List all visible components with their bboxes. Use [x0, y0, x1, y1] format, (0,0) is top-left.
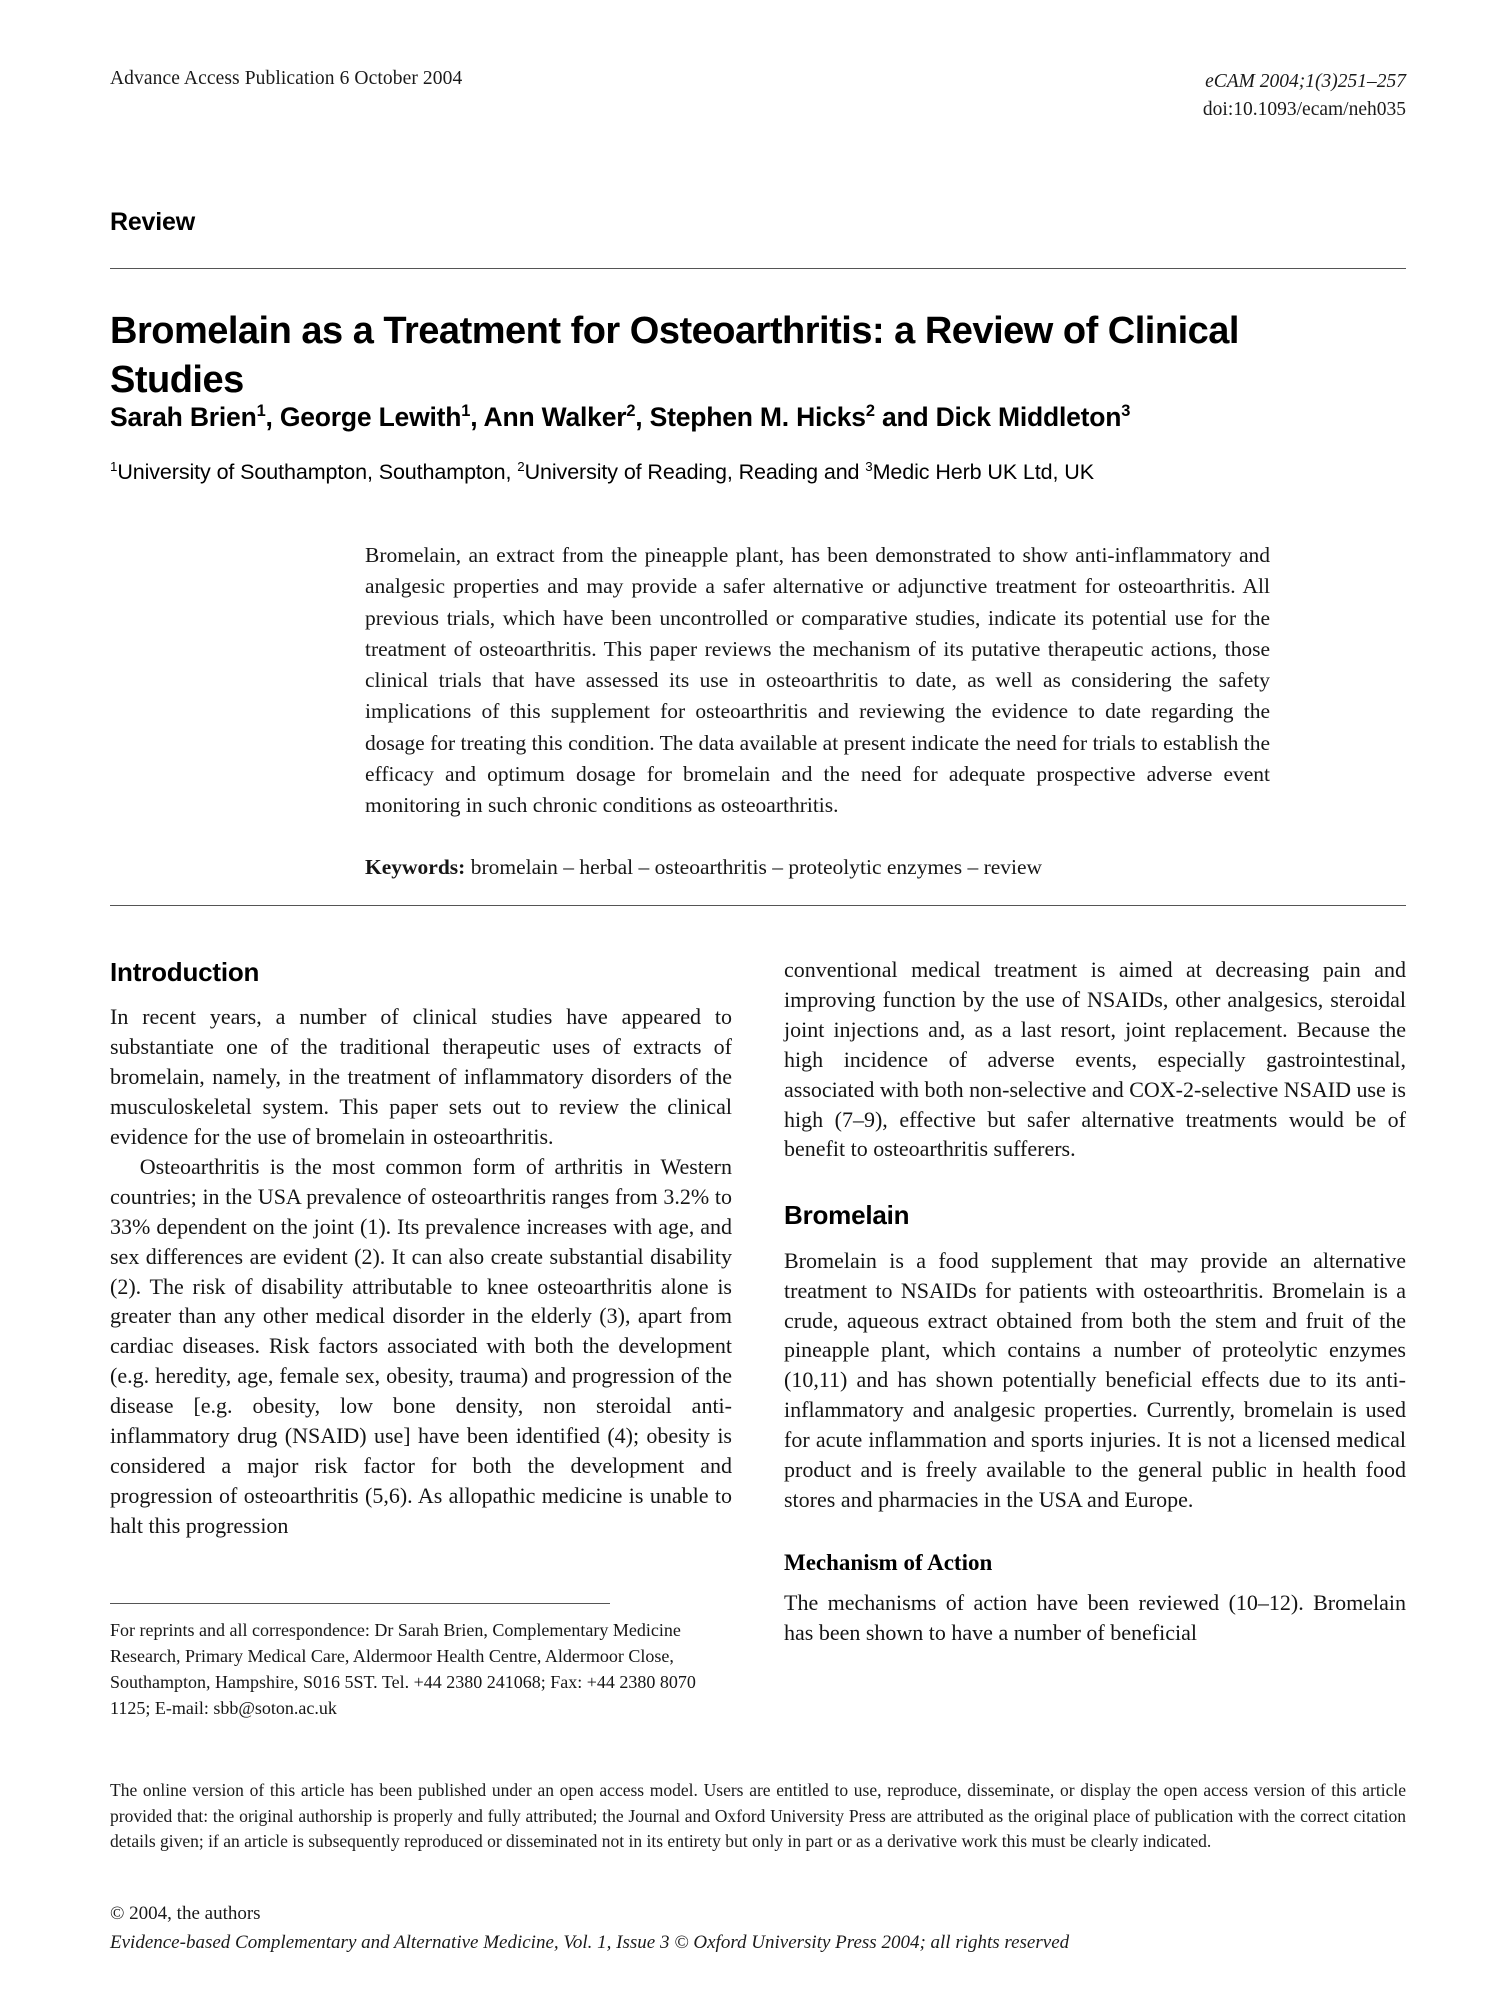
section-heading-bromelain: Bromelain	[784, 1200, 910, 1231]
advance-access-publication-date: Advance Access Publication 6 October 2004	[110, 68, 463, 89]
keywords-label: Keywords:	[365, 855, 466, 879]
page-content-area	[110, 0, 1406, 2004]
copyright-line: © 2004, the authors	[110, 1903, 261, 1924]
section-heading-introduction: Introduction	[110, 957, 260, 987]
page-title: Bromelain as a Treatment for Osteoarthritis: a Review of Clinical Studies	[110, 310, 1239, 402]
doi-text: doi:10.1093/ecam/neh035	[1202, 98, 1406, 120]
bromelain-paragraph: Bromelain is a food supplement that may provide an alternative treatment to NSAIDs for patients with osteoarthritis. Bromelain is a crude, aqueous extract obtained from both the stem and fruit of the pineapple plant, which contains a number of proteolytic enzymes (10,11) and has shown potentially beneficial effects due to its anti-inflammatory and analgesic properties. Currently, bromelain is used for acute inflammation and sports injuries. It is not a licensed medical product and is freely available to the general public in health food stores and pharmacies in the USA and Europe.	[784, 1247, 1406, 1512]
introduction-paragraph-continuation: conventional medical treatment is aimed at decreasing pain and improving function by the use of NSAIDs, other analgesics, steroidal joint injections and, as a last resort, joint replacement. Because the high incidence of adverse events, especially gastrointestinal, associated with both non-selective and COX-2-selective NSAID use is high (7–9), effective but safer alternative treatments would be of benefit to osteoarthritis sufferers.	[784, 957, 1406, 1162]
journal-citation: eCAM 2004;1(3)251–257	[1205, 71, 1406, 92]
running-head	[110, 68, 1406, 138]
keywords-line	[365, 855, 1270, 880]
introduction-paragraph-2: Osteoarthritis is the most common form of arthritis in Western countries; in the USA prevalence of osteoarthritis ranges from 3.2% to 33% dependent on the joint (1). Its prevalence increases with age, and sex differences are evident (2). It can also create substantial disability (2). The risk of disability attributable to knee osteoarthritis alone is greater than any other medical disorder in the elderly (3), apart from cardiac diseases. Risk factors associated with both the development (e.g. heredity, age, female sex, obesity, trauma) and progression of the disease [e.g. obesity, low bone density, non steroidal anti-inflammatory drug (NSAID) use] have been identified (4); obesity is considered a major risk factor for both the development and progression of osteoarthritis (5,6). As allopathic medicine is unable to halt this progression	[110, 1153, 732, 1538]
abstract-text: Bromelain, an extract from the pineapple plant, has been demonstrated to show anti-inflammatory and analgesic properties and may provide a safer alternative or adjunctive treatment for osteoarthritis. All previous trials, which have been uncontrolled or comparative studies, indicate its potential use for the treatment of osteoarthritis. This paper reviews the mechanism of its putative therapeutic actions, those clinical trials that have assessed its use in osteoarthritis to date, as well as considering the safety implications of this supplement for osteoarthritis and reviewing the evidence to date regarding the dosage for treating this condition. The data available at present indicate the need for trials to establish the efficacy and optimum dosage for bromelain and the need for adequate prospective adverse event monitoring in such chronic conditions as osteoarthritis.	[365, 543, 1270, 818]
open-access-notice: The online version of this article has been published under an open access model. Users are entitled to use, reproduce, disseminate, or display the open access version of this article provided that: the original authorship is properly and fully attributed; the Journal and Oxford University Press are attributed as the original place of publication with the correct citation details given; if an article is subsequently reproduced or disseminated not in its entirety but only in part or as a derivative work this must be clearly indicated.	[110, 1780, 1406, 1852]
introduction-paragraph-1: In recent years, a number of clinical studies have appeared to substantiate one of the traditional therapeutic uses of extracts of bromelain, namely, in the treatment of inflammatory disorders of the musculoskeletal system. This paper sets out to review the clinical evidence for the use of bromelain in osteoarthritis.	[110, 1004, 732, 1149]
copyright-block	[110, 1900, 1406, 1957]
author-list: Sarah Brien$^1$, George Lewith$^1$, Ann Walker$^2$, Stephen M. Hicks$^2$ and Dick Middleton$^3$	[110, 402, 1131, 432]
body-column-left	[110, 955, 732, 1541]
mechanism-of-action-paragraph: The mechanisms of action have been reviewed (10–12). Bromelain has been shown to have a number of beneficial	[784, 1590, 1406, 1646]
subsection-heading-mechanism-of-action: Mechanism of Action	[784, 1549, 993, 1575]
footnote-divider-rule	[110, 1603, 610, 1604]
body-column-right	[784, 955, 1406, 1648]
journal-rights-line: Evidence-based Complementary and Alternative Medicine, Vol. 1, Issue 3 © Oxford University Press 2004; all rights reserved	[110, 1931, 1070, 1953]
header-divider-rule	[110, 268, 1406, 269]
affiliation-list: $^1$University of Southampton, Southampton, $^2$University of Reading, Reading and $^3$Medic Herb UK Ltd, UK	[110, 458, 1094, 484]
journal-citation-block	[1203, 68, 1406, 123]
article-type-label: Review	[110, 208, 195, 236]
keywords-values: bromelain – herbal – osteoarthritis – proteolytic enzymes – review	[465, 855, 1043, 879]
correspondence-footnote: For reprints and all correspondence: Dr Sarah Brien, Complementary Medicine Research, Primary Medical Care, Aldermoor Health Centre, Aldermoor Close, Southampton, Hampshire, S016 5ST. Tel. +44 2380 241068; Fax: +44 2380 8070 1125; E-mail: sbb@soton.ac.uk	[110, 1620, 696, 1718]
abstract-divider-rule	[110, 905, 1406, 906]
